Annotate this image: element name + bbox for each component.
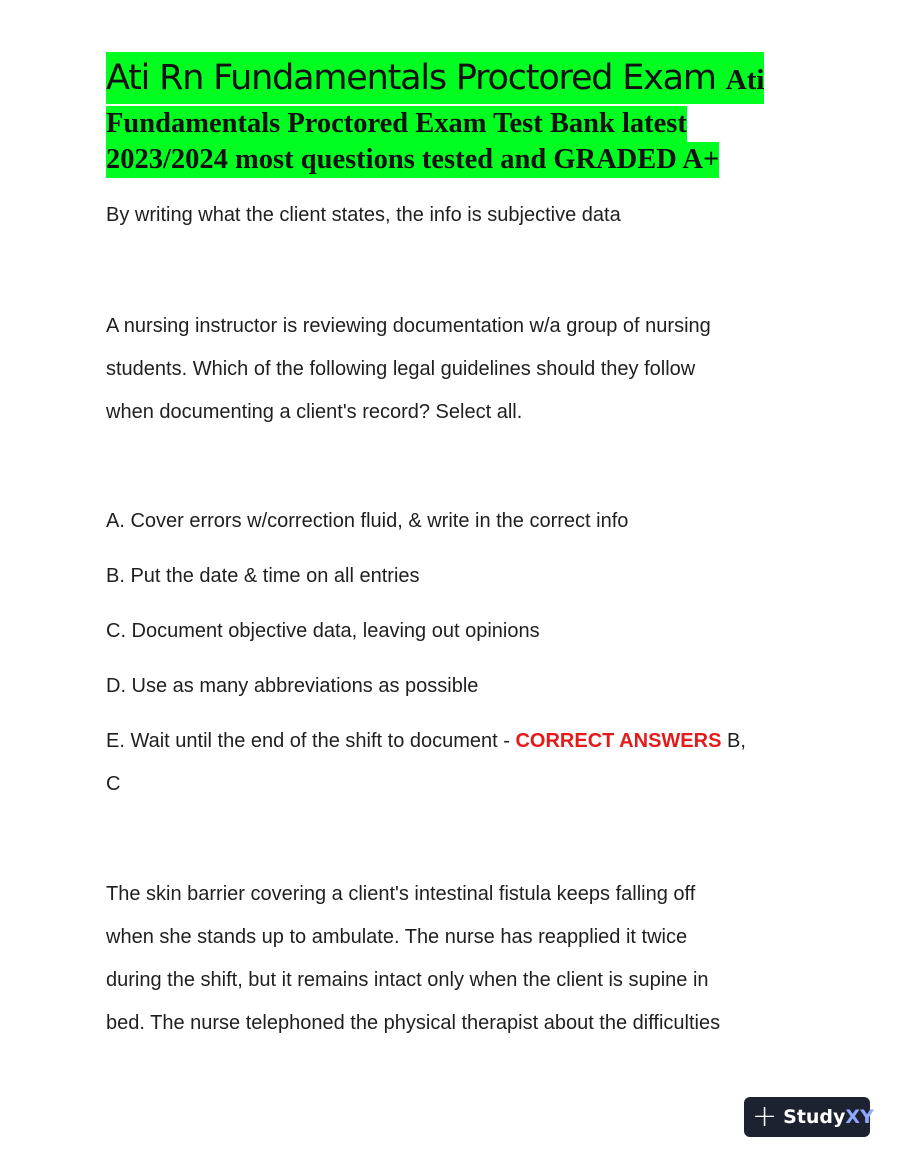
title-line-1 (106, 52, 764, 104)
answer-part-2: C (106, 773, 121, 795)
studyxy-badge[interactable] (744, 1097, 874, 1137)
question-2-line: during the shift, but it remains intact only when the client is supine in (106, 969, 709, 991)
option-e-text: E. Wait until the end of the shift to document - (106, 730, 516, 752)
question-2-line: bed. The nurse telephoned the physical therapist about the difficulties (106, 1012, 721, 1034)
question-2-line: when she stands up to ambulate. The nurse has reapplied it twice (106, 926, 688, 948)
option-d: D. Use as many abbreviations as possible (106, 675, 479, 697)
title-part-1: Ati Rn Fundamentals Proctored Exam (106, 58, 716, 98)
paragraph-subjective-data: By writing what the client states, the info is subjective data (106, 204, 621, 226)
answer-part-1: B, (721, 730, 746, 752)
option-c: C. Document objective data, leaving out opinions (106, 620, 540, 642)
option-e (106, 729, 746, 753)
document-title (106, 52, 786, 178)
question-1-line: when documenting a client's record? Select all. (106, 401, 523, 423)
question-2-line: The skin barrier covering a client's intestinal fistula keeps falling off (106, 883, 696, 905)
badge-label (783, 1106, 874, 1128)
badge-word-study: Study (783, 1106, 846, 1128)
title-line-2: Fundamentals Proctored Exam Test Bank latest (106, 106, 687, 142)
plus-icon: + (752, 1099, 778, 1134)
option-a: A. Cover errors w/correction fluid, & write in the correct info (106, 510, 629, 532)
title-line-3: 2023/2024 most questions tested and GRADED A+ (106, 142, 719, 178)
option-b: B. Put the date & time on all entries (106, 565, 420, 587)
badge-word-xy: XY (845, 1106, 874, 1128)
question-1-line: A nursing instructor is reviewing documentation w/a group of nursing (106, 315, 711, 337)
title-part-2: Ati (725, 64, 765, 96)
question-1-line: students. Which of the following legal guidelines should they follow (106, 358, 696, 380)
correct-answers-label: CORRECT ANSWERS (515, 730, 722, 752)
